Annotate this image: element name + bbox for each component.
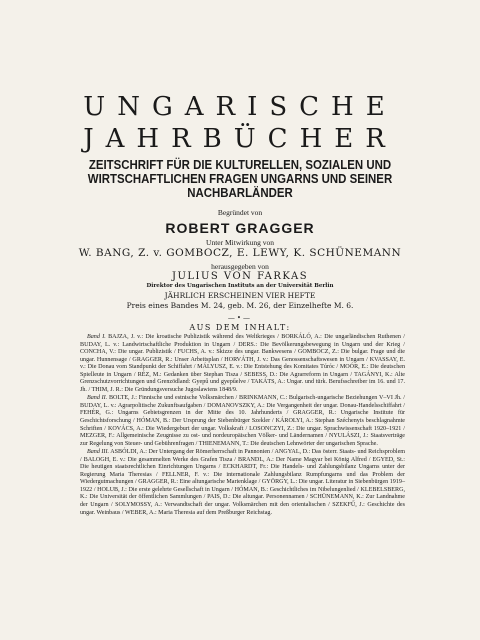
publisher-name: JULIUS VON FARKAS	[171, 271, 309, 282]
subtitle: ZEITSCHRIFT FÜR DIE KULTURELLEN, SOZIALEN UND WIRTSCHAFTLICHEN FRAGEN UNGARNS UND SEINER NACHBARLÄNDER	[87, 157, 393, 200]
volume-text: ASBÓLDI, A.: Der Untergang der Römerherrschaft in Pannonien / ANGYAL, D.: Das österr. Staats- und Reichsproblem / BALOGH, E. v.: Die gesammelten Werke des Grafen Tisza / BRANDL, A.: Der Name Magyar bei König Alfred / EGYED, St.: Die heutigen staatsrechtlichen Einrichtungen Ungarns / ECKHARDT, Fr.: Die Handels- und Zahlungsbilanz Ungarns unter der Regierung Maria Theresias / FELLNER, F. v.: Die internationale Zahlungsbilanz Rumpfungarns und das Problem der Wiedergutmachungen / GRAGGER, R.: Eine altungarische Marienklage / GYÖRGY, L.: Die ungar. Literatur in Siebenbürgen 1919–1922 / HOLUB, J.: Die erste gelehrte Gesellschaft in Ungarn / HÓMAN, B.: Geschichtliches im Nibelungenlied / KLEBELSBERG, K.: Die Universität der öffentlichen Sammlungen / PAIS, D.: Die altungar. Personennamen / SCHÜNEMANN, K.: Zur Landnahme der Ungarn / SOLYMOSSY, A.: Verwandtschaft der ungar. Volksmärchen mit den orientalischen / SZEKFŰ, J.: Geschichte des ungar. Weinbaus / WEBER, A.: Maria Theresia auf dem Preßburger Reichstag.	[80, 449, 406, 516]
volume-entry	[80, 449, 405, 517]
volume-text: BOLTE, J.: Finnische und estnische Volksmärchen / BRINKMANN, C.: Bulgarisch-ungarische Beziehungen V–VI Jh. / BUDAY, L. v.: Agrarpolitische Zukunftsaufgaben / DOMANOVSZKY, A.: Die Vergangenheit der ungar. Donau-Handelsschiffahrt / FEHÉR, G.: Ungarns Gebietsgrenzen in der Mitte des 10. Jahrhunderts / GRAGGER, R.: Ungarische Institute für Geschichtsforschung / HÓMAN, B.: Der Ursprung der Siebenbürger Szekler / KÁROLYI, A.: Stephan Széchenyis beschlagnahmte Schriften / KOVÁCS, A.: Die Wiedergeburt der ungar. Volkskraft / LOSONCZYI, Z.: Die ungar. Sprachwissenschaft 1920–1921 / MEZGER, F.: Allgemeinische Zeugnisse zu ost- und nordeuropäischen Völker- und Ländernamen / NYULÁSZI, J.: Staatsverträge zur Regelung von Steuer- und Gebührenfragen / THIENEMANN, T.: Die deutschen Lehnwörter der ungarischen Sprache.	[80, 395, 406, 447]
editor-name: ROBERT GRAGGER	[165, 220, 315, 236]
title-line-2: JAHRBÜCHER	[83, 124, 397, 154]
published-by-label: herausgegeben von	[211, 262, 269, 271]
frequency-note: JÄHRLICH ERSCHEINEN VIER HEFTE	[164, 291, 316, 300]
ornament-divider: —•—	[227, 314, 253, 322]
volume-label: Band III.	[87, 449, 110, 456]
title-line-1: UNGARISCHE	[83, 92, 397, 122]
price-note: Preis eines Bandes M. 24, geb. M. 26, der Einzelhefte M. 6.	[126, 301, 354, 310]
contents-heading: AUS DEM INHALT:	[189, 323, 291, 332]
volume-entry	[80, 395, 405, 448]
collaboration-label: Unter Mitwirkung von	[206, 238, 274, 247]
coeditors: W. BANG, Z. v. GOMBOCZ, E. LEWY, K. SCHÜNEMANN	[78, 247, 402, 259]
founded-by-label: Begründet von	[217, 208, 263, 217]
volume-label: Band I.	[87, 334, 106, 340]
contents-list	[80, 334, 405, 518]
volume-label: Band II.	[87, 395, 108, 402]
volume-text: BAJZA, J. v.: Die kroatische Publizistik während des Weltkrieges / BORKÁLÓ, A.: Die ungarländischen Ruthenen / BUDAY, L. v.: Landwirtschaftliche Produktion in Ungarn / DERS.: Die Bevölkerungsbewegung in Ungarn und der Krieg / CONCHA, V.: Die ungar. Publizistik / FUCHS, A. v.: Skizze des ungar. Bankwesens / GOMBOCZ, Z.: Die bulgar. Frage und die ungar. Hunnensage / GRAGGER, R.: Unser Arbeitsplan / HORVÁTH, J. v.: Das Genossenschaftswesen in Ungarn / KVASSAY, E. v.: Die Donau vom Standpunkt der Schiffahrt / MÁLYUSZ, E. v.: Die Entstehung des Komitates Túróc / MOÓR, E.: Die deutschen Spielleute in Ungarn / RÉZ, M.: Gedanken über Stephan Tisza / SEBESS, D.: Die Agrarreform in Ungarn / TAGÁNYI, K.: Alte Grenzschutzvorrichtungen und Grenzödland: Gyepű und gyepűelve / TAKÁTS, A.: Ungar. und türk. Berufsschreiber im 16. und 17. Jh. / THIM, J. R.: Die Gründungsversuche Jugoslawiens 1848/9.	[80, 334, 405, 393]
director-note: Direktor des Ungarischen Instituts an der Universität Berlin	[146, 283, 334, 289]
volume-entry	[80, 334, 405, 394]
